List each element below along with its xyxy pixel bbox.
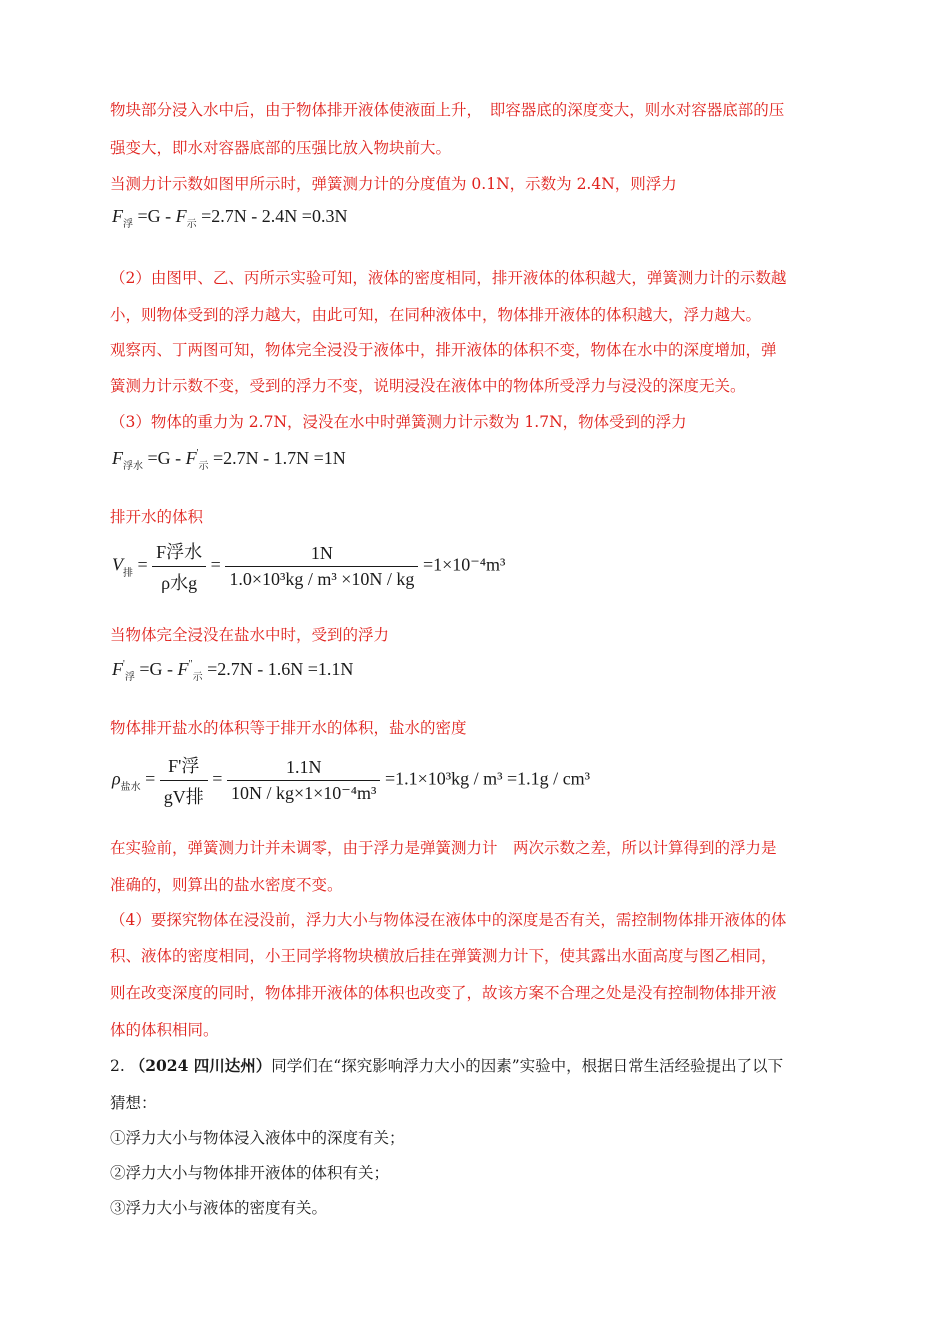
f3-symbol: V (112, 554, 123, 575)
answer-line-12: 在实验前，弹簧测力计并未调零，由于浮力是弹簧测力计 两次示数之差，所以计算得到的浮力是 (110, 839, 777, 857)
f3-den1: ρ水g (152, 566, 206, 595)
answer-line-8: （3）物体的重力为 2.7N，浸没在水中时弹簧测力计示数为 1.7N，物体受到的浮力 (110, 413, 687, 431)
answer-line-5: 小，则物体受到的浮力越大，由此可知，在同种液体中，物体排开液体的体积越大，浮力越大。 (110, 306, 762, 324)
f1-symbol: F (112, 206, 123, 226)
answer-line-13: 准确的，则算出的盐水密度不变。 (110, 876, 343, 894)
answer-line-9: 排开水的体积 (110, 508, 204, 526)
f3-eq1: = (133, 554, 148, 575)
f1-eq: =G - (133, 206, 176, 226)
answer-line-16: 则在改变深度的同时，物体排开液体的体积也改变了，故该方案不合理之处是没有控制物体排开液 (110, 984, 777, 1002)
f3-fraction-2 (225, 543, 418, 590)
answer-line-15: 积、液体的密度相同，小王同学将物块横放后挂在弹簧测力计下，使其露出水面高度与图乙相同， (110, 947, 777, 965)
f5-symbol: ρ (112, 768, 121, 789)
answer-line-7: 簧测力计示数不变，受到的浮力不变，说明浸没在液体中的物体所受浮力与浸没的深度无关。 (110, 377, 746, 395)
f4-rest: =2.7N - 1.6N =1.1N (202, 659, 354, 679)
formula-buoyancy-water (112, 448, 346, 472)
question-number: 2. (110, 1057, 130, 1075)
f2-sub2: 示 (198, 461, 209, 472)
f5-eq1: = (140, 768, 156, 789)
f3-num2: 1N (310, 543, 333, 563)
f5-fraction-2 (227, 757, 380, 804)
f2-rest: =2.7N - 1.7N =1N (208, 448, 346, 468)
f5-eq2: = (207, 768, 223, 789)
f1-sub2: 示 (186, 219, 197, 230)
guess-1: ①浮力大小与物体浸入液体中的深度有关； (110, 1129, 405, 1147)
answer-line-10: 当物体完全浸没在盐水中时，受到的浮力 (110, 626, 390, 644)
formula-buoyancy-salt (112, 659, 354, 683)
answer-line-11: 物体排开盐水的体积等于排开水的体积，盐水的密度 (110, 719, 467, 737)
f2-symbol: F (112, 448, 123, 468)
f5-num2: 1.1N (285, 757, 322, 777)
f4-sub: 浮 (124, 672, 135, 683)
answer-line-3: 当测力计示数如图甲所示时，弹簧测力计的分度值为 0.1N，示数为 2.4N，则浮力 (110, 175, 677, 193)
f5-den2: 10N / kg×1×10⁻⁴m³ (227, 780, 380, 804)
question-stem-2: 猜想： (110, 1094, 157, 1112)
f5-fraction-1 (160, 752, 208, 809)
f2-eq: =G - (143, 448, 186, 468)
guess-3: ③浮力大小与液体的密度有关。 (110, 1199, 328, 1217)
f4-sub2: 示 (192, 672, 203, 683)
f2-symbol2: F (185, 448, 197, 468)
f3-rest: =1×10⁻⁴m³ (418, 554, 506, 575)
answer-line-2: 强变大，即水对容器底部的压强比放入物块前大。 (110, 139, 452, 157)
question-2-stem (110, 1056, 842, 1076)
f3-num1: F浮水 (156, 542, 203, 562)
f3-fraction-1 (152, 538, 206, 595)
f3-den2: 1.0×10³kg / m³ ×10N / kg (225, 566, 418, 590)
f4-eq: =G - (134, 659, 178, 679)
f3-sub: 排 (123, 567, 133, 579)
f4-sup2: " (188, 659, 193, 670)
answer-line-17: 体的体积相同。 (110, 1021, 219, 1039)
f5-rest: =1.1×10³kg / m³ =1.1g / cm³ (380, 768, 591, 789)
f1-symbol2: F (175, 206, 187, 226)
f3-eq2: = (206, 554, 221, 575)
f1-sub: 浮 (123, 219, 133, 230)
f2-sup: ' (196, 448, 199, 459)
f5-den1: gV排 (160, 780, 208, 809)
f4-sup: ' (123, 659, 125, 670)
f4-symbol: F (112, 659, 123, 679)
f1-rest: =2.7N - 2.4N =0.3N (196, 206, 348, 226)
f5-sub: 盐水 (120, 781, 141, 793)
answer-line-1: 物块部分浸入水中后，由于物体排开液体使液面上升， 即容器底的深度变大，则水对容器底部的压 (110, 101, 785, 119)
f2-sub: 浮水 (123, 461, 143, 472)
question-source: （2024 四川达州） (129, 1056, 272, 1075)
answer-line-6: 观察丙、丁两图可知，物体完全浸没于液体中，排开液体的体积不变，物体在水中的深度增加，弹 (110, 341, 777, 359)
f4-symbol2: F (177, 659, 189, 679)
f5-num1: F'浮 (168, 756, 200, 776)
formula-density (112, 752, 590, 809)
question-stem-1: 同学们在“探究影响浮力大小的因素”实验中，根据日常生活经验提出了以下 (271, 1057, 784, 1075)
guess-2: ②浮力大小与物体排开液体的体积有关； (110, 1164, 390, 1182)
answer-line-4: （2）由图甲、乙、丙所示实验可知，液体的密度相同，排开液体的体积越大，弹簧测力计的示数越 (110, 269, 787, 287)
answer-line-14: （4）要探究物体在浸没前，浮力大小与物体浸在液体中的深度是否有关，需控制物体排开液体的体 (110, 911, 787, 929)
formula-buoyancy-1 (112, 206, 348, 230)
formula-volume (112, 538, 505, 595)
